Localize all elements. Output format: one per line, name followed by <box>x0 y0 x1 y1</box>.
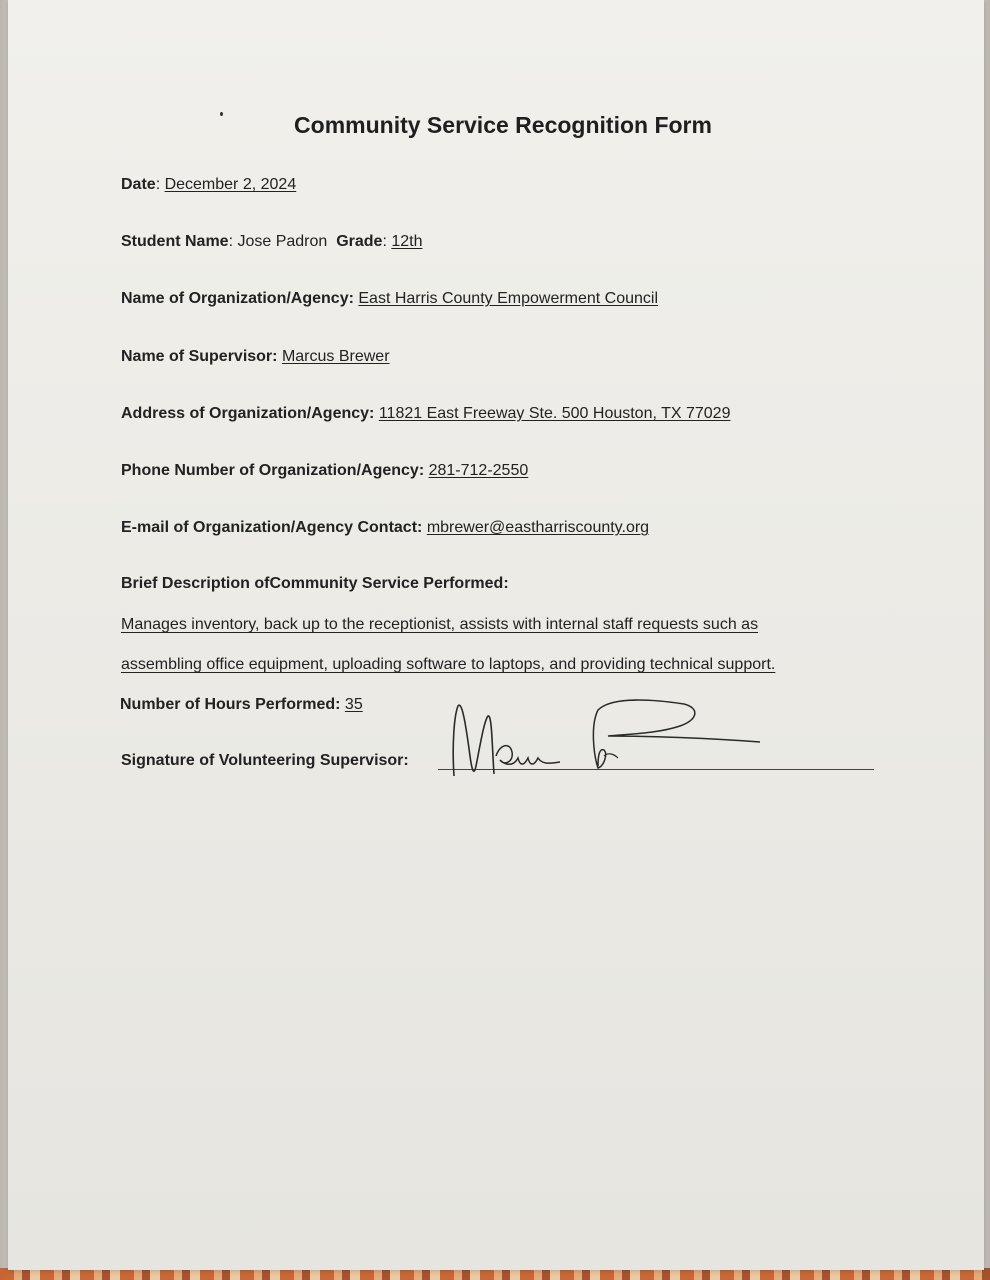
date-label: Date <box>121 176 156 193</box>
description-label: Brief Description ofCommunity Service Performed: <box>121 575 509 592</box>
description-heading <box>121 575 509 593</box>
signature-row: Signature of Volunteering Supervisor: <box>121 752 409 769</box>
date-row: Date: December 2, 2024 <box>121 176 297 193</box>
student-row: Student Name: Jose Padron Grade: 12th <box>121 233 423 250</box>
phone-value: 281-712-2550 <box>428 462 529 479</box>
organization-label: Name of Organization/Agency <box>121 290 349 307</box>
description-line-1: Manages inventory, back up to the receptionist, assists with internal staff requests such as <box>121 616 759 633</box>
hours-label: Number of Hours Performed <box>120 696 336 713</box>
supervisor-signature <box>448 696 778 786</box>
phone-row: Phone Number of Organization/Agency: 281-712-2550 <box>121 462 529 479</box>
grade-label: Grade <box>336 233 383 250</box>
phone-label: Phone Number of Organization/Agency <box>121 462 419 479</box>
description-line-2: assembling office equipment, uploading software to laptops, and providing technical support. <box>121 656 776 673</box>
supervisor-row: Name of Supervisor: Marcus Brewer <box>121 348 390 365</box>
hours-row: Number of Hours Performed: 35 <box>120 696 363 713</box>
address-value: 11821 East Freeway Ste. 500 Houston, TX 77029 <box>378 405 731 422</box>
supervisor-value: Marcus Brewer <box>281 348 390 365</box>
student-name-label: Student Name <box>121 233 229 250</box>
email-row: E-mail of Organization/Agency Contact: mbrewer@eastharriscounty.org <box>121 519 650 536</box>
email-value: mbrewer@eastharriscounty.org <box>426 519 650 536</box>
address-label: Address of Organization/Agency <box>121 405 370 422</box>
date-value: December 2, 2024 <box>164 176 297 193</box>
organization-value: East Harris County Empowerment Council <box>358 290 659 307</box>
address-row: Address of Organization/Agency: 11821 East Freeway Ste. 500 Houston, TX 77029 <box>121 405 731 422</box>
form-title: Community Service Recognition Form <box>294 112 712 138</box>
supervisor-label: Name of Supervisor <box>121 348 273 365</box>
signature-label: Signature of Volunteering Supervisor <box>121 752 404 769</box>
hours-value: 35 <box>344 696 363 713</box>
student-name-value: Jose Padron <box>237 233 328 250</box>
grade-value: 12th <box>391 233 423 250</box>
organization-row: Name of Organization/Agency: East Harris County Empowerment Council <box>121 290 659 307</box>
email-label: E-mail of Organization/Agency Contact <box>121 519 418 536</box>
